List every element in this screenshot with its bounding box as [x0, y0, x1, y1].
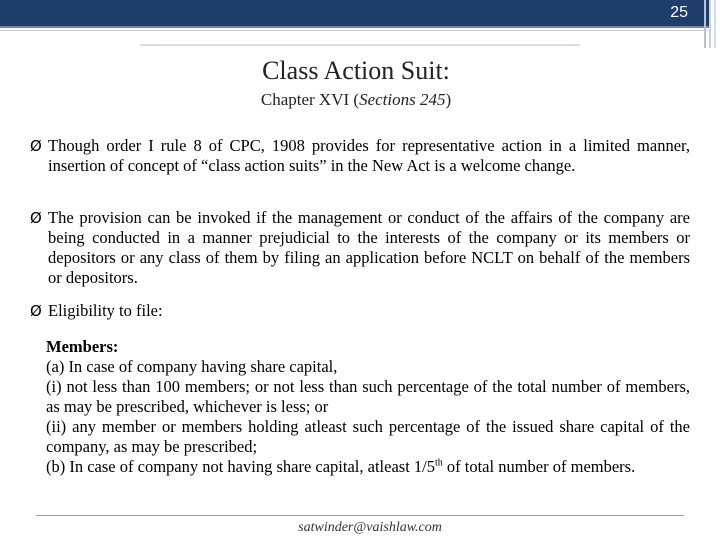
- arrow-bullet-icon: Ø: [30, 302, 42, 320]
- clause-b-text: (b) In case of company not having share capital, atleast 1/5: [46, 457, 435, 476]
- footer-rule: [36, 515, 684, 516]
- members-clause-a: (a) In case of company having share capital,: [46, 357, 338, 376]
- bullet-item: [30, 136, 690, 176]
- slide-subtitle: [0, 90, 712, 110]
- footer-email: satwinder@vaishlaw.com: [298, 520, 442, 535]
- subtitle-sections: Sections 245: [359, 90, 446, 109]
- header-rule-thin: [0, 30, 708, 31]
- arrow-bullet-icon: Ø: [30, 137, 42, 155]
- members-heading: Members:: [46, 337, 119, 356]
- header-rule: [0, 26, 710, 28]
- decorative-stripe: [709, 0, 711, 48]
- clause-b-superscript: th: [434, 457, 443, 469]
- header-rule-light: [140, 44, 580, 46]
- decorative-stripe: [714, 0, 716, 48]
- bullet-text: Though order I rule 8 of CPC, 1908 provides for representative action in a limited manner, insertion of concept of “class action suits” in the New Act is a welcome change.: [48, 136, 690, 175]
- subtitle-suffix: ): [445, 90, 452, 109]
- page-number: 25: [670, 4, 688, 21]
- slide-title: Class Action Suit:: [262, 56, 450, 85]
- header-bar: [0, 0, 710, 26]
- members-clause-i: (i) not less than 100 members; or not less than such percentage of the total number of members, as may be prescribed, whichever is less; or: [46, 377, 690, 416]
- bullet-item: [30, 208, 690, 288]
- bullet-text: The provision can be invoked if the management or conduct of the affairs of the company are being conducted in a manner prejudicial to the interests of the company or its members or depositors or any class of them by filing an application before NCLT on behalf of the members or depositors.: [48, 208, 690, 287]
- bullet-item: [30, 301, 690, 321]
- decorative-stripe: [704, 0, 706, 48]
- bullet-text: Eligibility to file:: [48, 301, 163, 320]
- members-clause-ii: (ii) any member or members holding atleast such percentage of the issued share capital of the company, as may be prescribed;: [46, 417, 690, 456]
- members-eligibility-block: [46, 337, 690, 477]
- subtitle-prefix: Chapter XVI (: [260, 90, 360, 109]
- members-clause-b: [46, 457, 690, 477]
- clause-b-tail: of total number of members.: [442, 457, 636, 476]
- arrow-bullet-icon: Ø: [30, 209, 42, 227]
